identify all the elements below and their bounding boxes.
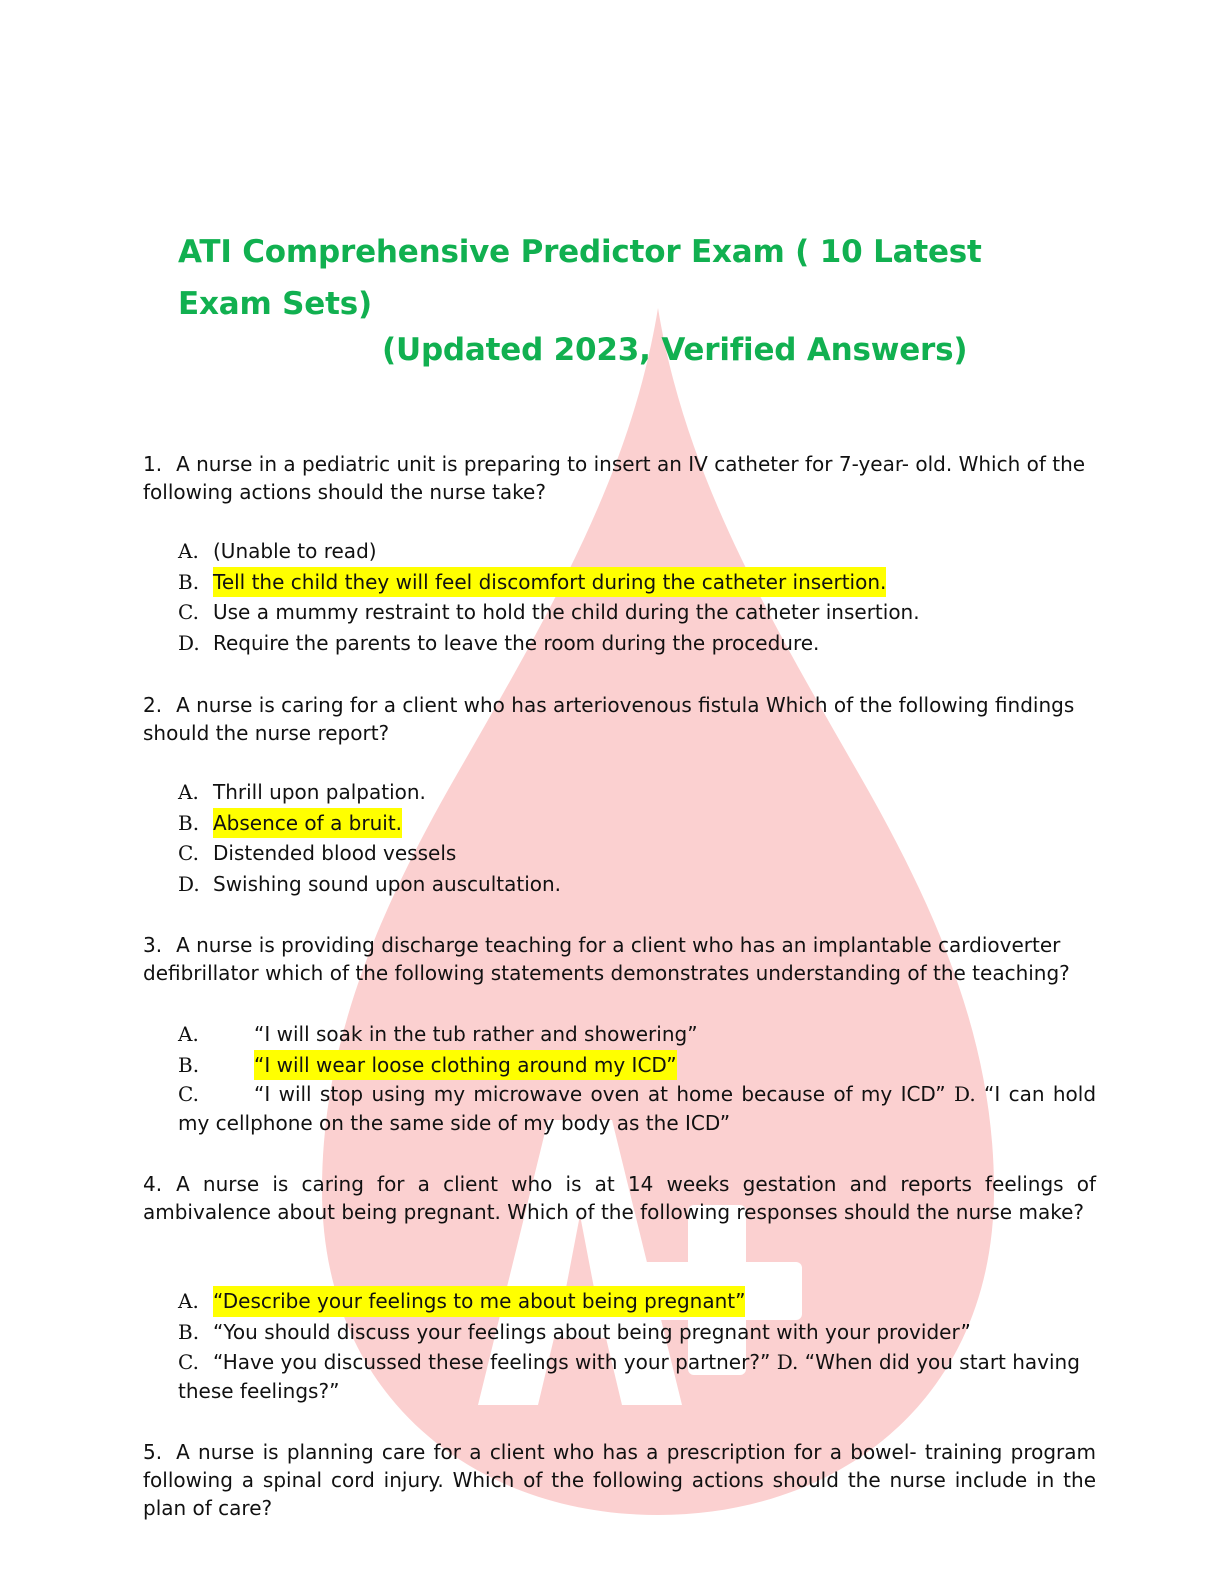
highlighted-answer: “I will wear loose clothing around my ICD”: [254, 1050, 677, 1081]
question-4: [143, 1170, 1096, 1226]
option-c[interactable]: C. Use a mummy restraint to hold the child during the catheter insertion.: [178, 597, 1096, 628]
option-c-letter: C.: [178, 1082, 199, 1106]
question-number: 2.: [143, 693, 163, 717]
question-3: [143, 931, 1096, 987]
question-2: [143, 691, 1096, 747]
question-1: [143, 450, 1096, 506]
option-b[interactable]: B. “You should discuss your feelings about being pregnant with your provider”: [178, 1317, 1096, 1348]
option-text: Distended blood vessels: [213, 841, 457, 865]
question-text: A nurse is planning care for a client who has a prescription for a bowel- training program following a spinal cord injury. Which of the following actions should the nurse include in the plan of care?: [143, 1440, 1096, 1520]
option-text: Thrill upon palpation.: [213, 780, 426, 804]
question-text: A nurse is caring for a client who has arteriovenous fistula Which of the following findings should the nurse report?: [143, 693, 1075, 745]
question-1-options: [178, 536, 1096, 658]
option-b-correct[interactable]: B. Absence of a bruit.: [178, 808, 1096, 839]
option-c-text: “I will stop using my microwave oven at home because of my ICD”: [254, 1082, 946, 1106]
option-text: “I will soak in the tub rather and showering”: [254, 1022, 698, 1046]
option-text: Swishing sound upon auscultation.: [213, 871, 562, 896]
highlighted-answer: “Describe your feelings to me about being pregnant”: [213, 1286, 745, 1317]
question-text: A nurse is providing discharge teaching for a client who has an implantable cardioverter defibrillator which of the following statements demonstrates understanding of the teaching?: [143, 933, 1070, 985]
question-number: 1.: [143, 452, 163, 476]
question-number: 5.: [143, 1440, 163, 1464]
highlighted-answer: Absence of a bruit.: [213, 808, 402, 839]
option-d-text: “I can hold my cellphone on the same side of my body as the ICD”: [178, 1082, 1097, 1135]
highlighted-answer: Tell the child they will feel discomfort during the catheter insertion.: [213, 567, 886, 598]
option-d[interactable]: D. Require the parents to leave the room during the procedure.: [178, 628, 1096, 659]
option-d-text: “When did you start having these feelings?”: [178, 1350, 1080, 1403]
question-number: 3.: [143, 933, 163, 957]
option-c-letter: C.: [178, 1350, 199, 1374]
option-a[interactable]: A. Thrill upon palpation.: [178, 777, 1096, 808]
option-c[interactable]: C. Distended blood vessels: [178, 838, 1096, 869]
option-d-letter: D.: [776, 1350, 799, 1374]
question-number: 4.: [143, 1172, 163, 1196]
question-3-options-cd[interactable]: [178, 1080, 1096, 1138]
document-subtitle: (Updated 2023, Verified Answers): [382, 332, 968, 368]
question-4-options-cd[interactable]: [178, 1348, 1096, 1406]
option-a-correct[interactable]: A. “Describe your feelings to me about being pregnant”: [178, 1286, 1096, 1317]
option-d[interactable]: D. Swishing sound upon auscultation.: [178, 869, 1096, 900]
option-a[interactable]: A. “I will soak in the tub rather and showering”: [178, 1019, 1096, 1050]
option-b-correct[interactable]: B. “I will wear loose clothing around my ICD”: [178, 1050, 1096, 1081]
question-3-options: [178, 1019, 1096, 1080]
option-d-letter: D.: [954, 1082, 976, 1106]
option-a[interactable]: A. (Unable to read): [178, 536, 1096, 567]
option-text: Require the parents to leave the room during the procedure.: [213, 630, 820, 655]
option-text: Use a mummy restraint to hold the child during the catheter insertion.: [213, 600, 920, 624]
document-title: ATI Comprehensive Predictor Exam ( 10 Latest Exam Sets): [178, 234, 982, 322]
question-text: A nurse in a pediatric unit is preparing to insert an IV catheter for 7-year- old. Which of the following actions should the nurse take?: [143, 452, 1086, 504]
question-2-options: [178, 777, 1096, 899]
question-4-options: [178, 1286, 1096, 1347]
option-text: (Unable to read): [213, 539, 377, 563]
question-text: A nurse is caring for a client who is at 14 weeks gestation and reports feelings of ambivalence about being pregnant. Which of the following responses should the nurse make?: [143, 1172, 1096, 1224]
question-5: [143, 1438, 1096, 1522]
option-b-correct[interactable]: B. Tell the child they will feel discomfort during the catheter insertion.: [178, 567, 1096, 598]
option-c-text: “Have you discussed these feelings with your partner?”: [213, 1350, 771, 1374]
option-text: “You should discuss your feelings about being pregnant with your provider”: [213, 1319, 971, 1344]
